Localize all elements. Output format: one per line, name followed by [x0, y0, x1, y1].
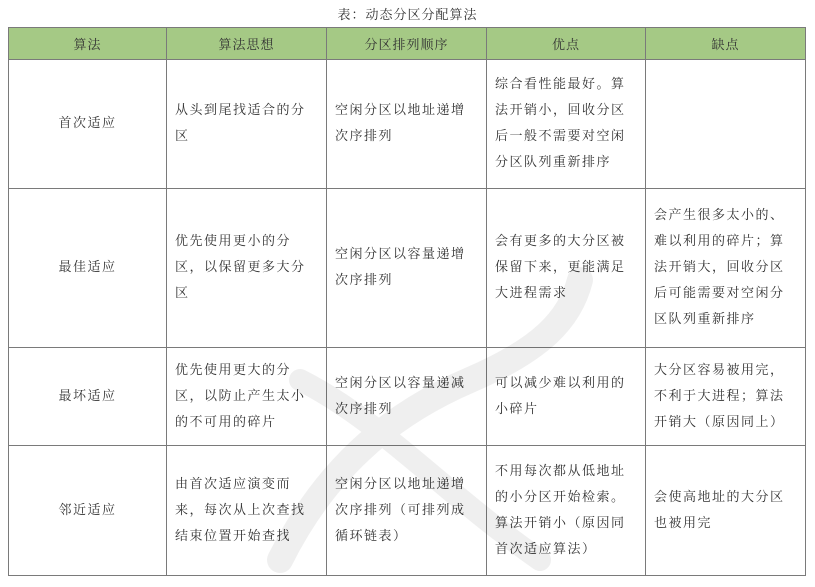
- row-order: 空闲分区以地址递增次序排列（可排列成循环链表）: [327, 446, 487, 576]
- row-cons: 会产生很多太小的、难以利用的碎片；算法开销大，回收分区后可能需要对空闲分区队列重新排序: [646, 189, 806, 348]
- row-idea: 从头到尾找适合的分区: [167, 60, 327, 189]
- row-order: 空闲分区以容量递增次序排列: [327, 189, 487, 348]
- row-pros: 会有更多的大分区被保留下来，更能满足大进程需求: [487, 189, 646, 348]
- table-row: [9, 60, 806, 189]
- header-order: 分区排列顺序: [327, 28, 487, 60]
- row-pros: 可以减少难以利用的小碎片: [487, 348, 646, 446]
- header-algorithm: 算法: [9, 28, 167, 60]
- algorithm-table: [8, 27, 806, 576]
- header-cons: 缺点: [646, 28, 806, 60]
- row-order: 空闲分区以地址递增次序排列: [327, 60, 487, 189]
- header-idea: 算法思想: [167, 28, 327, 60]
- table-caption: 表：动态分区分配算法: [337, 8, 478, 23]
- header-pros: 优点: [487, 28, 646, 60]
- row-cons: 大分区容易被用完，不利于大进程；算法开销大（原因同上）: [646, 348, 806, 446]
- row-cons: [646, 60, 806, 189]
- header-row: [9, 28, 806, 60]
- table-row: [9, 446, 806, 576]
- row-cons: 会使高地址的大分区也被用完: [646, 446, 806, 576]
- row-idea: 由首次适应演变而来，每次从上次查找结束位置开始查找: [167, 446, 327, 576]
- row-name: 最坏适应: [9, 348, 167, 446]
- row-name: 邻近适应: [9, 446, 167, 576]
- row-name: 首次适应: [9, 60, 167, 189]
- row-idea: 优先使用更小的分区，以保留更多大分区: [167, 189, 327, 348]
- row-pros: 综合看性能最好。算法开销小，回收分区后一般不需要对空闲分区队列重新排序: [487, 60, 646, 189]
- row-name: 最佳适应: [9, 189, 167, 348]
- row-pros: 不用每次都从低地址的小分区开始检索。算法开销小（原因同首次适应算法）: [487, 446, 646, 576]
- row-idea: 优先使用更大的分区，以防止产生太小的不可用的碎片: [167, 348, 327, 446]
- row-order: 空闲分区以容量递减次序排列: [327, 348, 487, 446]
- table-row: [9, 348, 806, 446]
- table-row: [9, 189, 806, 348]
